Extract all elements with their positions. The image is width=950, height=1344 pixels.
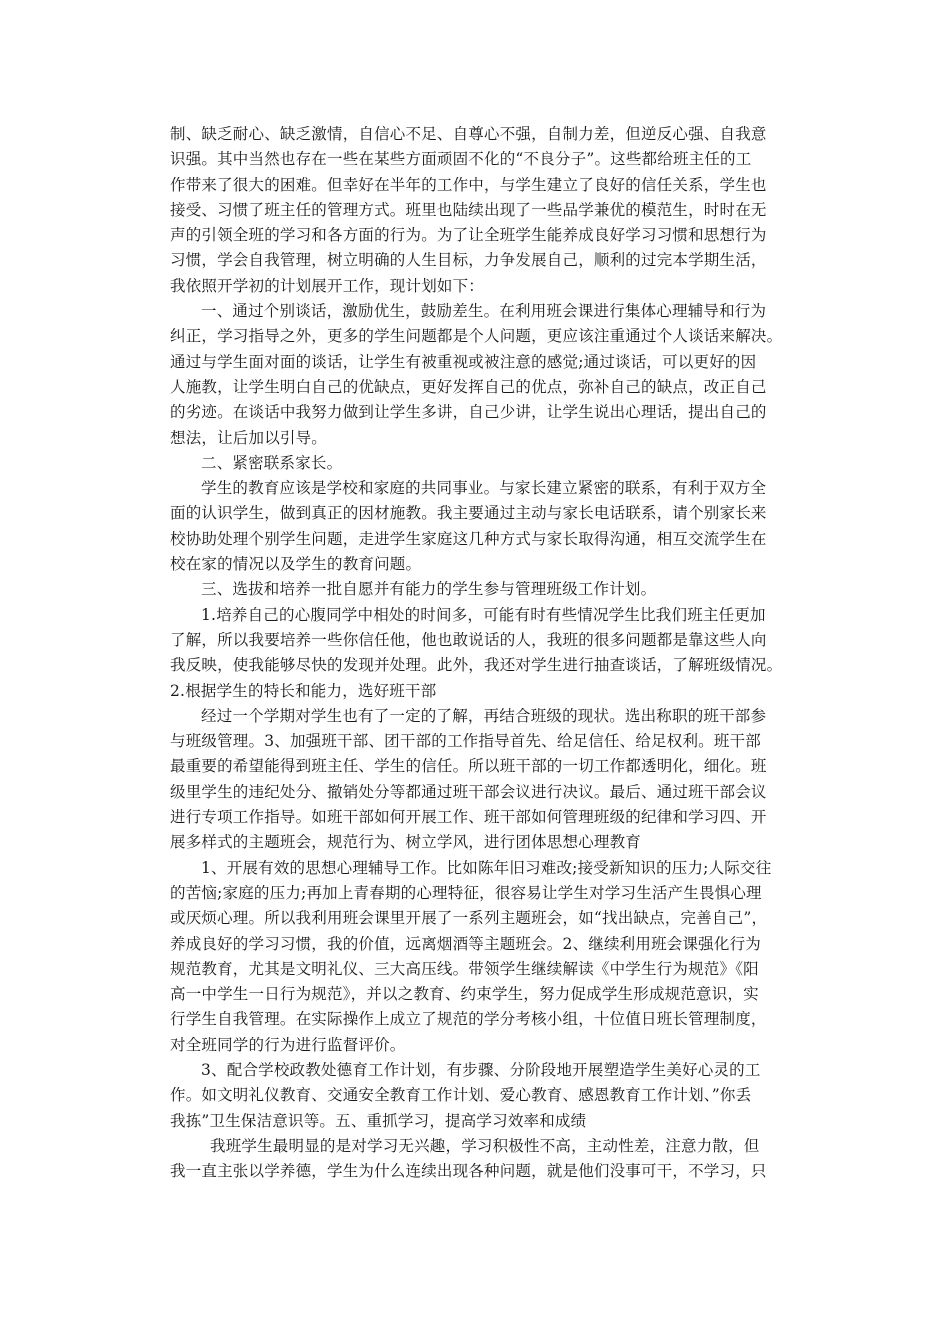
text-line: 规范教育，尤其是文明礼仪、三大高压线。带领学生继续解读《中学生行为规范》《阳 bbox=[170, 959, 759, 978]
text-line: 我拣”卫生保洁意识等。五、重抓学习，提高学习效率和成绩 bbox=[170, 1111, 587, 1130]
text-line: 或厌烦心理。所以我利用班会课里开展了一系列主题班会，如“找出缺点，完善自己”， bbox=[170, 909, 768, 928]
text-line: 进行专项工作指导。如班干部如何开展工作、班干部如何管理班级的纪律和学习四、开 bbox=[170, 808, 767, 827]
text-line: 1、开展有效的思想心理辅导工作。比如陈年旧习难改;接受新知识的压力;人际交往 bbox=[201, 858, 772, 877]
text-line: 养成良好的学习习惯，我的价值，远离烟酒等主题班会。2、继续利用班会课强化行为 bbox=[170, 934, 761, 953]
text-line: 行学生自我管理。在实际操作上成立了规范的学分考核小组，十位值日班长管理制度， bbox=[170, 1010, 767, 1029]
text-line: 了解，所以我要培养一些你信任他，他也敢说话的人，我班的很多问题都是靠这些人向 bbox=[170, 630, 767, 649]
text-line: 2.根据学生的特长和能力，选好班干部 bbox=[170, 681, 437, 700]
text-line: 经过一个学期对学生也有了一定的了解，再结合班级的现状。选出称职的班干部参 bbox=[201, 706, 767, 725]
text-line: 想法，让后加以引导。 bbox=[170, 428, 328, 447]
text-line: 1.培养自己的心腹同学中相处的时间多，可能有时有些情况学生比我们班主任更加 bbox=[201, 605, 766, 624]
text-line: 作带来了很大的困难。但幸好在半年的工作中，与学生建立了良好的信任关系，学生也 bbox=[170, 175, 767, 194]
text-line: 我依照开学初的计划展开工作，现计划如下： bbox=[170, 276, 485, 295]
text-line: 通过与学生面对面的谈话，让学生有被重视或被注意的感觉;通过谈话，可以更好的因 bbox=[170, 352, 757, 371]
text-line: 对全班同学的行为进行监督评价。 bbox=[170, 1035, 406, 1054]
text-line: 声的引领全班的学习和各方面的行为。为了让全班学生能养成良好学习习惯和思想行为 bbox=[170, 226, 767, 245]
text-line: 的苦恼;家庭的压力;再加上青春期的心理特征，很容易让学生对学习生活产生畏惧心理 bbox=[170, 883, 762, 902]
text-line: 最重要的希望能得到班主任、学生的信任。所以班干部的一切工作都透明化，细化。班 bbox=[170, 757, 767, 776]
text-line: 3、配合学校政教处德育工作计划，有步骤、分阶段地开展塑造学生美好心灵的工 bbox=[201, 1060, 761, 1079]
body-text bbox=[170, 122, 830, 1184]
text-line: 作。如文明礼仪教育、交通安全教育工作计划、爱心教育、感恩教育工作计划、”你丢 bbox=[170, 1086, 752, 1105]
text-line: 展多样式的主题班会，规范行为、树立学风，进行团体思想心理教育 bbox=[170, 833, 642, 852]
text-line: 习惯，学会自我管理，树立明确的人生目标，力争发展自己，顺利的过完本学期生活， bbox=[170, 251, 767, 270]
text-line: 校协助处理个别学生问题，走进学生家庭这几种方式与家长取得沟通，相互交流学生在 bbox=[170, 529, 767, 548]
text-line: 校在家的情况以及学生的教育问题。 bbox=[170, 555, 422, 574]
text-line: 高一中学生一日行为规范》，并以之教育、约束学生，努力促成学生形成规范意识，实 bbox=[170, 985, 759, 1004]
text-line: 我反映，使我能够尽快的发现并处理。此外，我还对学生进行抽查谈话，了解班级情况。 bbox=[170, 656, 783, 675]
text-line: 二、紧密联系家长。 bbox=[201, 453, 343, 472]
text-line: 与班级管理。3、加强班干部、团干部的工作指导首先、给足信任、给足权利。班干部 bbox=[170, 732, 761, 751]
text-line: 面的认识学生，做到真正的因材施教。我主要通过主动与家长电话联系，请个别家长来 bbox=[170, 504, 767, 523]
text-line: 的劣迹。在谈话中我努力做到让学生多讲，自己少讲，让学生说出心理话，提出自己的 bbox=[170, 403, 767, 422]
text-line: 人施教，让学生明白自己的优缺点，更好发挥自己的优点，弥补自己的缺点，改正自己 bbox=[170, 377, 767, 396]
text-line: 三、选拔和培养一批自愿并有能力的学生参与管理班级工作计划。 bbox=[201, 580, 657, 599]
text-line: 接受、习惯了班主任的管理方式。班里也陆续出现了一些品学兼优的模范生，时时在无 bbox=[170, 200, 767, 219]
text-line: 制、缺乏耐心、缺乏激情，自信心不足、自尊心不强，自制力差，但逆反心强、自我意 bbox=[170, 125, 767, 143]
text-line: 我一直主张以学养德，学生为什么连续出现各种问题，就是他们没事可干，不学习，只 bbox=[170, 1162, 767, 1181]
text-line: 我班学生最明显的是对学习无兴趣，学习积极性不高，主动性差，注意力散，但 bbox=[210, 1136, 760, 1155]
text-line: 一、通过个别谈话，激励优生，鼓励差生。在利用班会课进行集体心理辅导和行为 bbox=[201, 302, 767, 321]
text-line: 学生的教育应该是学校和家庭的共同事业。与家长建立紧密的联系，有利于双方全 bbox=[201, 479, 767, 498]
text-line: 级里学生的违纪处分、撤销处分等都通过班干部会议进行决议。最后、通过班干部会议 bbox=[170, 782, 767, 801]
text-line: 纠正，学习指导之外，更多的学生问题都是个人问题，更应该注重通过个人谈话来解决。 bbox=[170, 327, 783, 346]
text-line: 识强。其中当然也存在一些在某些方面顽固不化的“不良分子”。这些都给班主任的工 bbox=[170, 150, 752, 169]
